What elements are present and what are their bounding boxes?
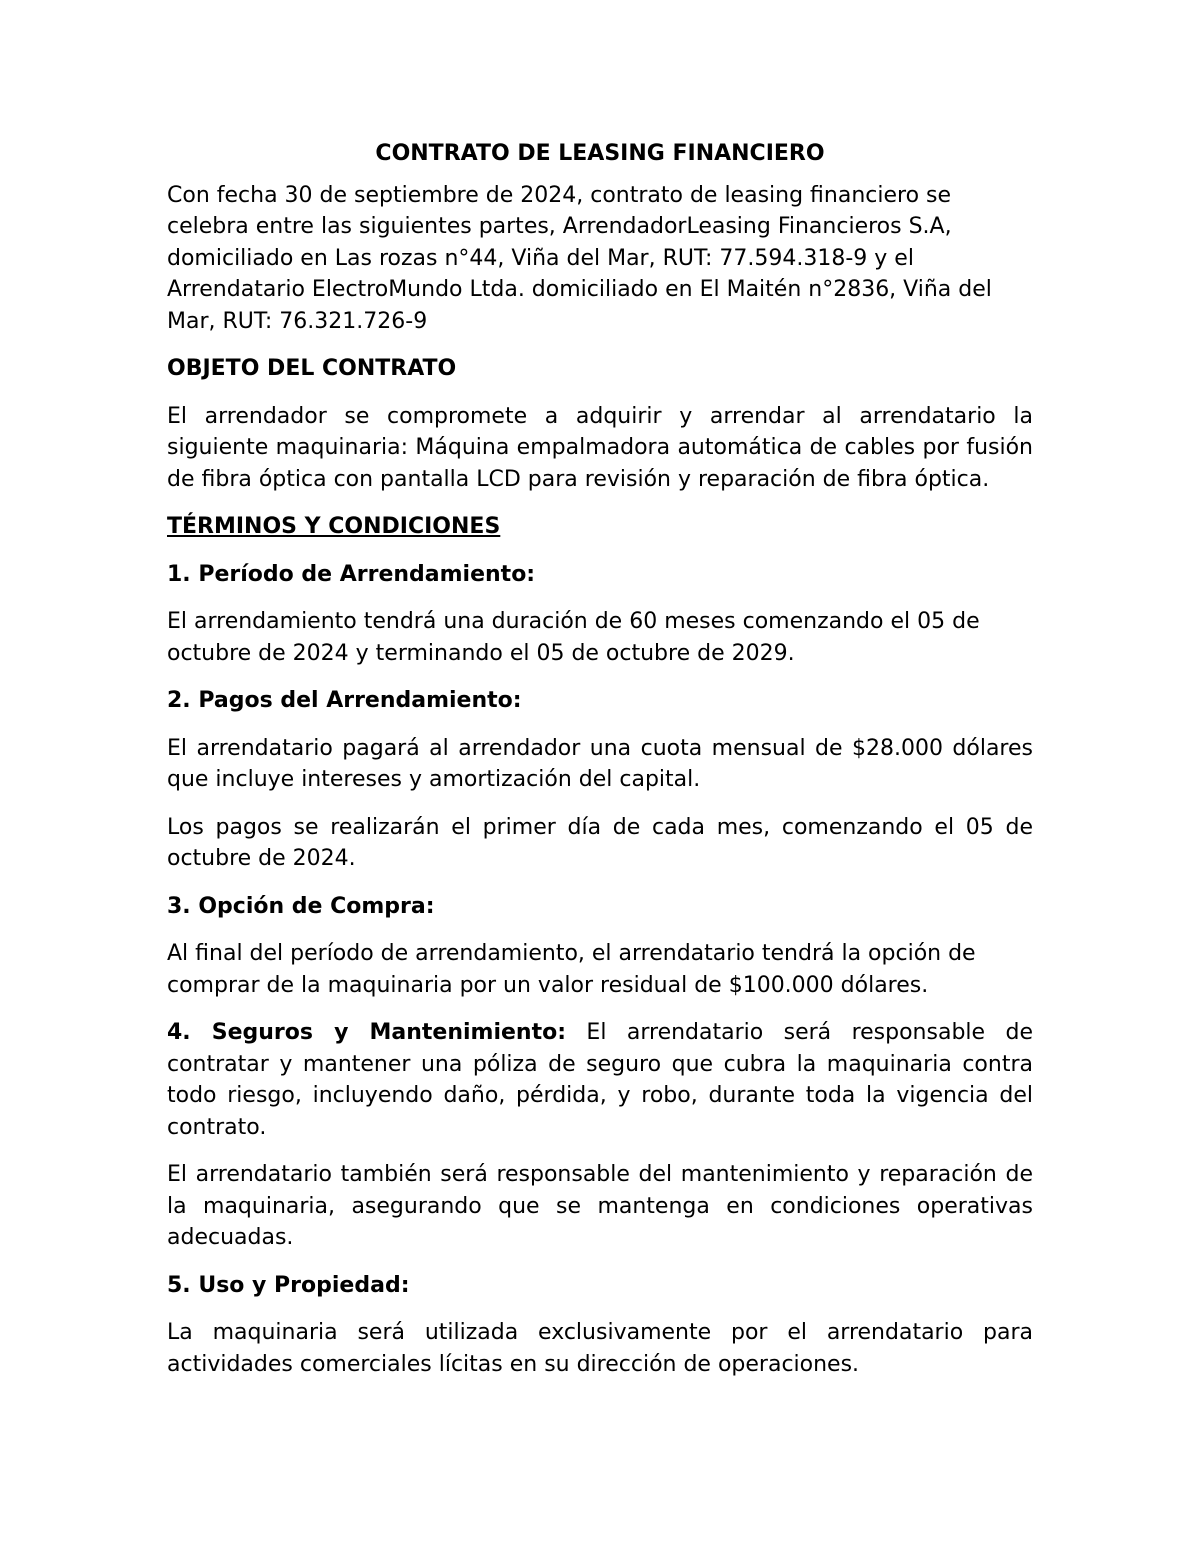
section-1-paragraph: El arrendamiento tendrá una duración de 60 meses comenzando el 05 de octubre de 2024 y terminando el 05 de octubre de 2029. [167,609,980,666]
section-4-heading: 4. Seguros y Mantenimiento: [167,1020,567,1045]
section-4-inline-text: El arrendatario será responsable de contratar y mantener una póliza de seguro que cubra la maquinaria contra todo riesgo, incluyendo daño, pérdida, y robo, durante toda la vigencia del contrato. [167,1020,1033,1140]
section-2-paragraph-1: El arrendatario pagará al arrendador una cuota mensual de $28.000 dólares que incluye intereses y amortización del capital. [167,735,1033,792]
section-4-paragraph-1 [167,1017,1033,1143]
objeto-heading: OBJETO DEL CONTRATO [167,356,457,381]
section-2-paragraph-2: Los pagos se realizarán el primer día de cada mes, comenzando el 05 de octubre de 2024. [167,814,1033,871]
section-5-paragraph: La maquinaria será utilizada exclusivamente por el arrendatario para actividades comerciales lícitas en su dirección de operaciones. [167,1320,1033,1377]
section-3-paragraph: Al final del período de arrendamiento, el arrendatario tendrá la opción de comprar de la maquinaria por un valor residual de $100.000 dólares. [167,941,976,998]
objeto-paragraph: El arrendador se compromete a adquirir y arrendar al arrendatario la siguiente maquinaria: Máquina empalmadora automática de cables por fusión de fibra óptica con pantalla LCD para revisión y reparación de fibra óptica. [167,403,1033,492]
section-4-paragraph-2: El arrendatario también será responsable del mantenimiento y reparación de la maquinaria, asegurando que se mantenga en condiciones operativas adecuadas. [167,1162,1033,1250]
section-2-heading: 2. Pagos del Arrendamiento: [167,688,522,713]
section-5-heading: 5. Uso y Propiedad: [167,1272,410,1298]
document-page [167,138,1033,1396]
intro-paragraph: Con fecha 30 de septiembre de 2024, contrato de leasing financiero se celebra entre las siguientes partes, ArrendadorLeasing Financieros S.A, domiciliado en Las rozas n°44, Viña del Mar, RUT: 77.594.318-9 y el Arrendatario ElectroMundo Ltda. domiciliado en El Maitén n°2836, Viña del Mar, RUT: 76.321.726-9 [167,182,992,334]
section-3-heading: 3. Opción de Compra: [167,893,435,919]
terminos-heading: TÉRMINOS Y CONDICIONES [167,514,501,539]
section-1-heading: 1. Período de Arrendamiento: [167,561,536,587]
document-title: CONTRATO DE LEASING FINANCIERO [375,141,825,166]
